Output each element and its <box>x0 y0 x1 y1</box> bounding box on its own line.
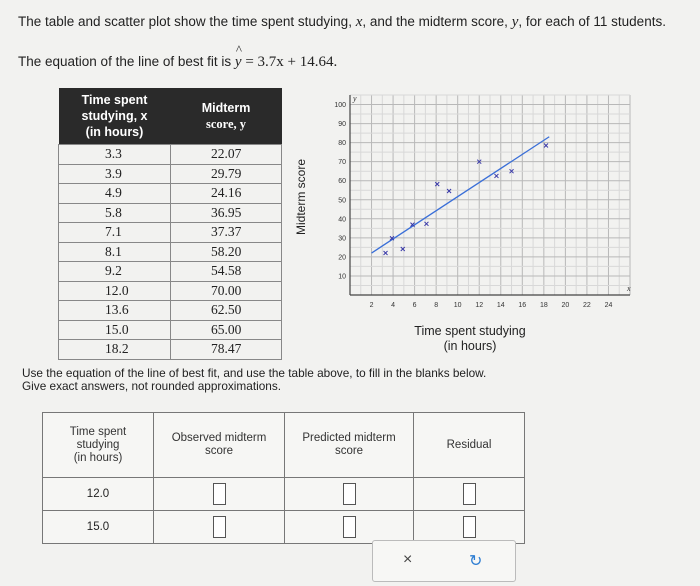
close-icon[interactable]: × <box>403 551 413 568</box>
x-tick-label: 22 <box>583 302 591 309</box>
y-tick-label: 60 <box>338 178 346 186</box>
ans-time: 12.0 <box>43 478 154 511</box>
intro-line-2 <box>18 54 337 71</box>
table-row <box>59 223 282 243</box>
cell-time: 8.1 <box>59 242 171 262</box>
answer-table <box>42 412 525 544</box>
x-tick-label: 24 <box>604 302 613 309</box>
table-row <box>59 184 282 204</box>
table-row <box>59 203 282 223</box>
x-tick-label: 16 <box>518 302 527 309</box>
cell-time: 13.6 <box>59 301 171 321</box>
x-tick-label: 18 <box>539 302 548 309</box>
y-tick-label: 30 <box>338 235 346 243</box>
ans-header-time: Time spent studying (in hours) <box>43 413 154 478</box>
ans-header-residual: Residual <box>414 413 525 478</box>
action-bar <box>372 540 516 582</box>
table-row <box>59 301 282 321</box>
cell-score: 58.20 <box>171 242 282 262</box>
y-tick-label: 100 <box>334 102 346 110</box>
var-x: x <box>355 14 363 30</box>
cell-time: 12.0 <box>59 281 171 301</box>
cell-time: 3.9 <box>59 164 171 184</box>
x-tick-label: 14 <box>496 302 505 309</box>
x-tick-label: 6 <box>412 302 417 309</box>
x-tick-label: 2 <box>369 302 374 309</box>
cell-time: 7.1 <box>59 223 171 243</box>
cell-score: 54.58 <box>171 262 282 282</box>
answer-row <box>43 478 525 511</box>
answer-row <box>43 511 525 544</box>
intro-text: The table and scatter plot show the time spent studying, <box>18 14 356 29</box>
y-tick-label: 50 <box>338 197 346 205</box>
intro-text: The equation of the line of best fit is <box>18 54 235 69</box>
header-time: Time spent studying, x (in hours) <box>59 88 171 145</box>
cell-time: 4.9 <box>59 184 171 204</box>
y-tick-label: 70 <box>338 159 346 167</box>
x-tick-label: 10 <box>453 302 462 309</box>
cell-time: 18.2 <box>59 340 171 360</box>
cell-score: 24.16 <box>171 184 282 204</box>
cell-score: 78.47 <box>171 340 282 360</box>
cell-score: 29.79 <box>171 164 282 184</box>
var-y: y <box>511 14 519 30</box>
data-point <box>494 174 498 178</box>
cell-score: 70.00 <box>171 281 282 301</box>
y-axis-letter: y <box>353 94 357 103</box>
table-row <box>59 340 282 360</box>
cell-time: 9.2 <box>59 262 171 282</box>
intro-line-1 <box>18 14 666 31</box>
data-point <box>384 251 388 255</box>
y-tick-label: 20 <box>338 254 346 262</box>
undo-icon[interactable]: ↻ <box>469 553 483 570</box>
y-axis-title: Midterm score <box>294 159 308 236</box>
predicted-input[interactable] <box>343 483 356 505</box>
residual-input[interactable] <box>463 483 476 505</box>
intro-text: , for each of 11 students. <box>518 14 666 29</box>
data-point <box>447 189 451 193</box>
table-row <box>59 242 282 262</box>
table-row <box>59 281 282 301</box>
observed-input[interactable] <box>213 516 226 538</box>
table-row <box>59 262 282 282</box>
cell-score: 62.50 <box>171 301 282 321</box>
x-axis-letter: x <box>627 284 631 293</box>
residual-input[interactable] <box>463 516 476 538</box>
cell-score: 22.07 <box>171 145 282 165</box>
x-tick-label: 12 <box>475 302 484 309</box>
cell-score: 36.95 <box>171 203 282 223</box>
data-table <box>58 88 282 360</box>
cell-score: 37.37 <box>171 223 282 243</box>
scatter-plot <box>290 80 640 320</box>
ans-header-predicted: Predicted midterm score <box>285 413 414 478</box>
cell-time: 15.0 <box>59 320 171 340</box>
x-axis-title: Time spent studying (in hours) <box>414 324 526 353</box>
cell-time: 5.8 <box>59 203 171 223</box>
equation: = 3.7x + 14.64. <box>241 54 338 70</box>
table-row <box>59 164 282 184</box>
instructions: Use the equation of the line of best fit, and use the table above, to fill in the blanks below. Give exact answers, not rounded approximations. <box>22 366 487 393</box>
y-hat: ^ y <box>235 54 242 71</box>
x-tick-label: 4 <box>391 302 396 309</box>
ans-time: 15.0 <box>43 511 154 544</box>
table-row <box>59 320 282 340</box>
intro-text: , and the midterm score, <box>362 14 512 29</box>
table-row <box>59 145 282 165</box>
y-tick-label: 80 <box>338 140 346 148</box>
x-tick-label: 8 <box>434 302 439 309</box>
y-tick-label: 10 <box>338 273 346 281</box>
data-point <box>544 144 548 148</box>
x-tick-label: 20 <box>561 302 570 309</box>
predicted-input[interactable] <box>343 516 356 538</box>
y-tick-label: 40 <box>338 216 346 224</box>
header-score: Midterm score, y <box>171 88 282 145</box>
observed-input[interactable] <box>213 483 226 505</box>
ans-header-observed: Observed midterm score <box>154 413 285 478</box>
y-tick-label: 90 <box>338 121 346 129</box>
cell-score: 65.00 <box>171 320 282 340</box>
cell-time: 3.3 <box>59 145 171 165</box>
